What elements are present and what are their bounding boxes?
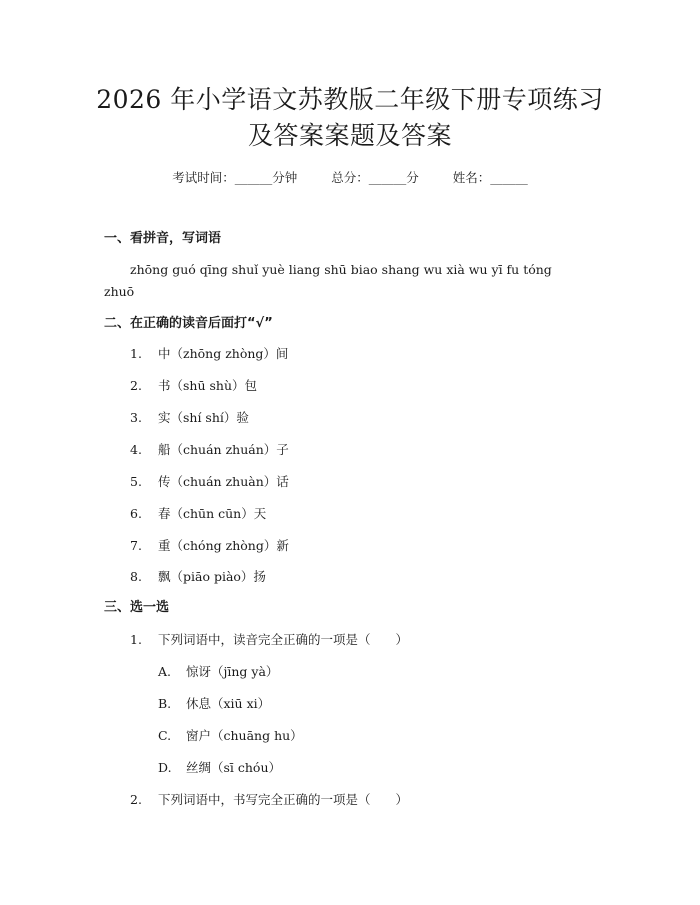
score-blank: ______ [368,170,407,185]
section-1-pinyin [104,259,594,303]
name-label: 姓名： [452,170,491,185]
time-label: 考试时间： [172,170,235,185]
document-title-line-2: 及答案案题及答案 [247,121,452,150]
document-title-line-1: 2026 年小学语文苏教版二年级下册专项练习 [96,85,604,114]
time-unit: 分钟 [272,170,298,185]
question-2: 2. 下列词语中，书写完全正确的一项是（ ） [130,792,409,807]
exam-meta [0,168,700,188]
section-3-heading: 三、选一选 [104,600,170,615]
list-item: 6. 春（chūn cūn）天 [130,506,267,521]
option-d: D. 丝绸（sī chóu） [158,760,282,775]
pinyin-line-1: zhōng guó qīng shuǐ yuè liang shū biao shang wu xià wu yī fu tóng [130,262,552,277]
list-item: 5. 传（chuán zhuàn）话 [130,474,289,489]
list-item: 7. 重（chóng zhòng）新 [130,538,289,553]
score-unit: 分 [406,170,419,185]
time-blank: ______ [234,170,273,185]
list-item: 3. 实（shí shí）验 [130,410,249,425]
list-item: 2. 书（shū shù）包 [130,378,258,393]
option-b: B. 休息（xiū xi） [158,696,271,711]
list-item: 8. 飘（piāo piào）扬 [130,569,266,584]
section-1-heading: 一、看拼音，写词语 [104,231,222,246]
name-blank: ______ [490,170,528,185]
question-1: 1. 下列词语中，读音完全正确的一项是（ ） [130,632,409,647]
pinyin-line-2: zhuō [104,284,135,299]
option-c: C. 窗户（chuāng hu） [158,728,303,743]
list-item: 1. 中（zhōng zhòng）间 [130,346,289,361]
score-label: 总分： [331,170,369,185]
list-item: 4. 船（chuán zhuán）子 [130,442,289,457]
option-a: A. 惊讶（jīng yà） [158,664,279,679]
section-2-heading: 二、在正确的读音后面打“√” [104,316,273,331]
